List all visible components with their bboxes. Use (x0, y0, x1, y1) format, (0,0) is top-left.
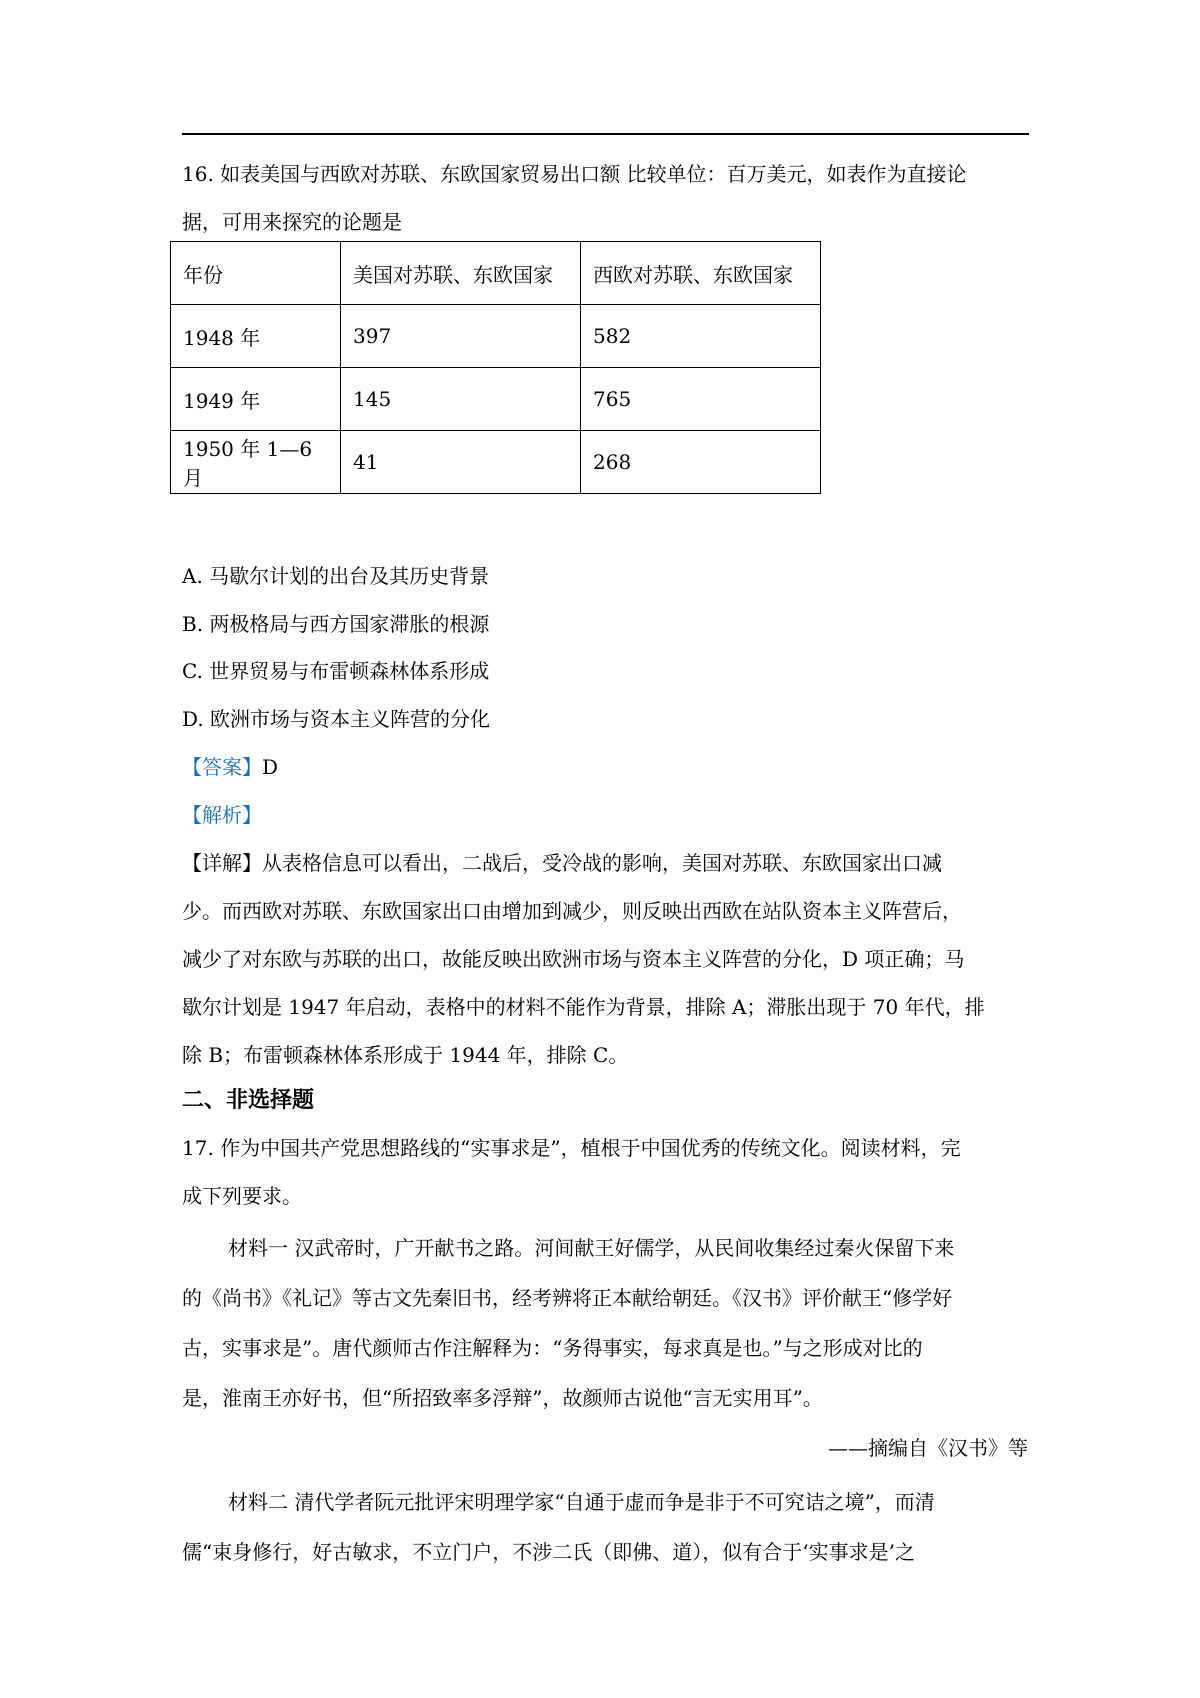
detail-line: 减少了对东欧与苏联的出口，故能反映出欧洲市场与资本主义阵营的分化，D 项正确；马 (182, 947, 965, 971)
table-header-cell: 年份 (171, 242, 341, 305)
top-rule (182, 133, 1029, 135)
q17-stem-line-2: 成下列要求。 (182, 1184, 302, 1208)
material-1-line: 材料一 汉武帝时，广开献书之路。河间献王好儒学，从民间收集经过秦火保留下来 (228, 1236, 955, 1260)
q17-stem-line-1: 17. 作为中国共产党思想路线的“实事求是”，植根于中国优秀的传统文化。阅读材料，完 (182, 1136, 961, 1160)
table-row (171, 431, 821, 494)
material-1-line: 古，实事求是”。唐代颜师古作注解释为：“务得事实，每求真是也。”与之形成对比的 (182, 1336, 923, 1360)
table-cell: 1950 年 1—6 月 (171, 431, 341, 494)
q16-stem-line-1: 16. 如表美国与西欧对苏联、东欧国家贸易出口额 比较单位：百万美元，如表作为直接论 (182, 162, 967, 186)
material-1-source: ——摘编自《汉书》等 (828, 1436, 1028, 1460)
material-1-line: 的《尚书》《礼记》等古文先秦旧书，经考辨将正本献给朝廷。《汉书》评价献王“修学好 (182, 1286, 953, 1310)
option-c: C. 世界贸易与布雷顿森林体系形成 (182, 659, 490, 683)
table-row (171, 368, 821, 431)
answer-value: D (262, 755, 279, 779)
table-cell: 397 (341, 305, 581, 368)
table-cell: 268 (581, 431, 821, 494)
detail-line: 少。而西欧对苏联、东欧国家出口由增加到减少，则反映出西欧在站队资本主义阵营后， (182, 899, 962, 923)
table-cell: 145 (341, 368, 581, 431)
export-table (170, 241, 821, 494)
q16-stem-line-2: 据，可用来探究的论题是 (182, 210, 402, 234)
table-cell: 1949 年 (171, 368, 341, 431)
table-cell: 41 (341, 431, 581, 494)
analysis-label: 【解析】 (182, 803, 262, 827)
detail-line: 【详解】从表格信息可以看出，二战后，受冷战的影响，美国对苏联、东欧国家出口减 (182, 851, 942, 875)
material-1-line: 是，淮南王亦好书，但“所招致率多浮辩”，故颜师古说他“言无实用耳”。 (182, 1386, 823, 1410)
material-2-line: 儒“束身修行，好古敏求，不立门户，不涉二氏（即佛、道），似有合于‘实事求是’之 (182, 1540, 915, 1564)
option-b: B. 两极格局与西方国家滞胀的根源 (182, 612, 490, 636)
section-heading: 二、非选择题 (182, 1088, 315, 1113)
option-d: D. 欧洲市场与资本主义阵营的分化 (182, 707, 491, 731)
table-header-cell: 美国对苏联、东欧国家 (341, 242, 581, 305)
detail-line: 歇尔计划是 1947 年启动，表格中的材料不能作为背景，排除 A；滞胀出现于 70 年代，排 (182, 995, 985, 1019)
table-header-row (171, 242, 821, 305)
table-cell: 582 (581, 305, 821, 368)
material-2-line: 材料二 清代学者阮元批评宋明理学家“自通于虚而争是非于不可究诘之境”，而清 (228, 1490, 935, 1514)
answer-label: 【答案】 (182, 755, 262, 779)
table-row (171, 305, 821, 368)
answer-line (182, 751, 278, 780)
detail-line: 除 B；布雷顿森林体系形成于 1944 年，排除 C。 (182, 1043, 629, 1067)
table-cell: 1948 年 (171, 305, 341, 368)
table-header-cell: 西欧对苏联、东欧国家 (581, 242, 821, 305)
table-cell: 765 (581, 368, 821, 431)
option-a: A. 马歇尔计划的出台及其历史背景 (182, 564, 490, 588)
